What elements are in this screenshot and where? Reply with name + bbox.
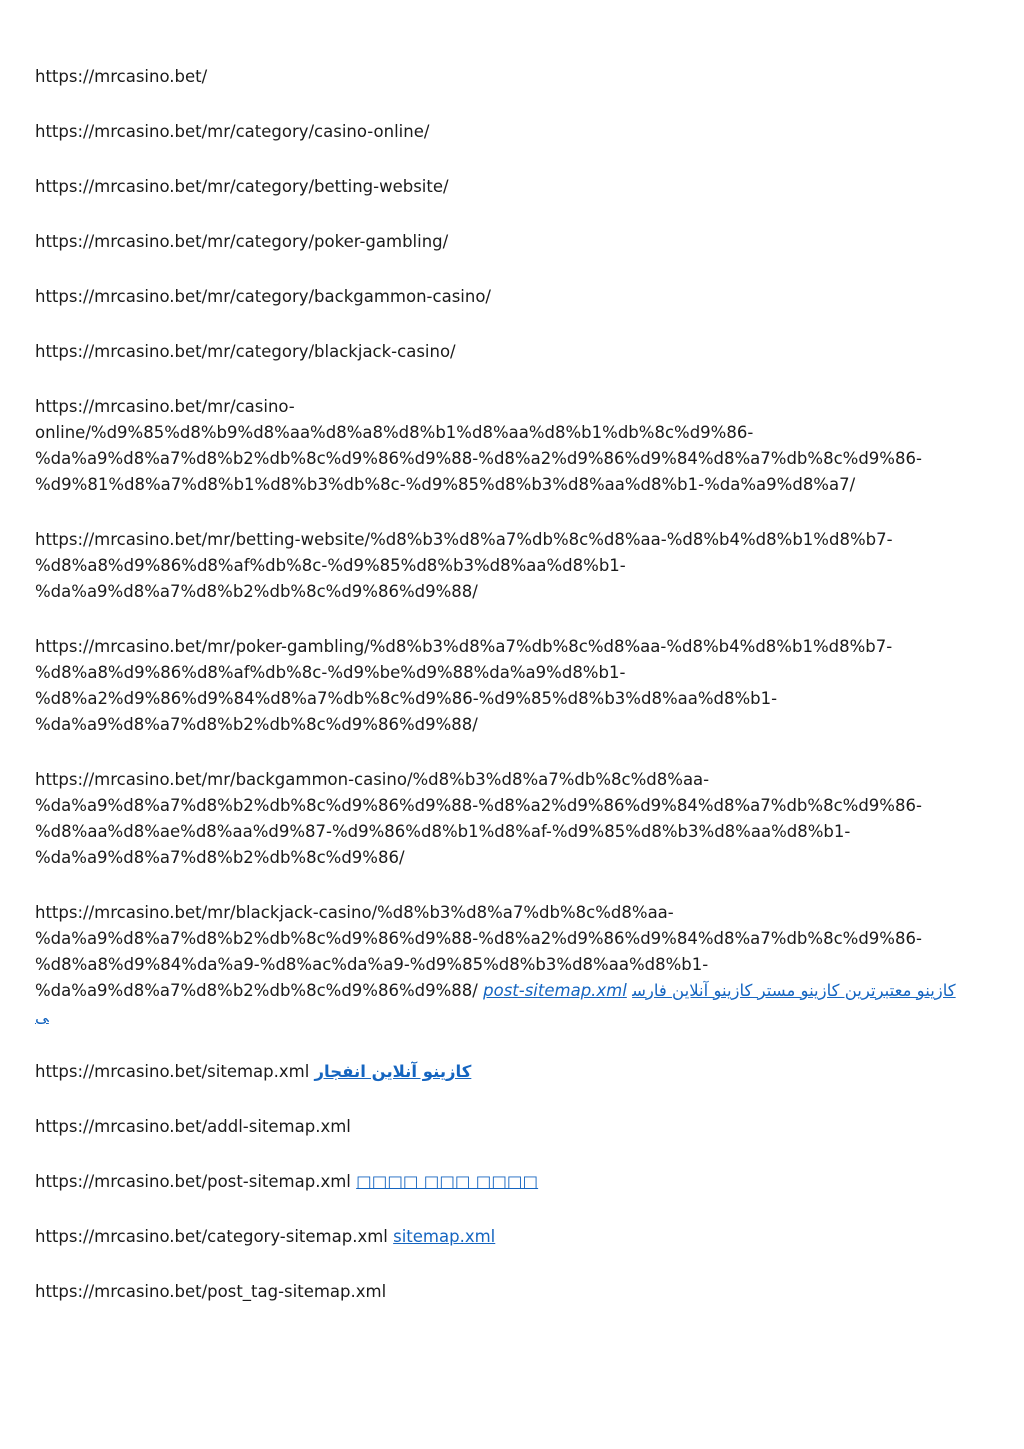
url-text: https://mrcasino.bet/mr/backgammon-casino/%d8%b3%d8%a7%db%8c%d8%aa- %da%a9%d8%a7%d8%b2%db%8c%d9%86%d9%88-%d8%a2%d9%86%d9%84%d8%a7%db%8c%d9%86- %d8%aa%d8%ae%d8%aa%d9%87-%d9%86%d8%b1%d8%af-%d9%85%d8%b3%d8%aa%d8%b1- %da%a9%d8%a7%d8%b2%db%8c%d9%86/ bbox=[35, 770, 922, 867]
url-text: https://mrcasino.bet/post_tag-sitemap.xml bbox=[35, 1282, 387, 1301]
url-text: https://mrcasino.bet/mr/blackjack-casino/%d8%b3%d8%a7%db%8c%d8%aa- %da%a9%d8%a7%d8%b2%db%8c%d9%86%d9%88-%d8%a2%d9%86%d9%84%d8%a7%db%8c%d9%86- %d8%a8%d9%84%da%a9-%d8%ac%da%a9-%d9%85%d8%b3%d8%aa%d8%b1- %da%a9%d8%a7%d8%b2%db%8c%d9%86%d9%88/ bbox=[35, 903, 922, 1000]
list-item bbox=[35, 284, 965, 310]
list-item bbox=[35, 900, 965, 1030]
list-item bbox=[35, 394, 965, 498]
crash-casino-link[interactable]: کازینو آنلاین انفجار bbox=[314, 1062, 472, 1081]
list-item bbox=[35, 1224, 965, 1250]
list-item bbox=[35, 634, 965, 738]
url-text: https://mrcasino.bet/mr/betting-website/%d8%b3%d8%a7%db%8c%d8%aa-%d8%b4%d8%b1%d8%b7- %d8%a8%d9%86%d8%af%db%8c-%d9%85%d8%b3%d8%aa%d8%b1- %da%a9%d8%a7%d8%b2%db%8c%d9%86%d9%88/ bbox=[35, 530, 893, 601]
list-item bbox=[35, 1059, 965, 1085]
post-sitemap-link[interactable]: post-sitemap.xml bbox=[483, 981, 627, 1000]
list-item bbox=[35, 339, 965, 365]
url-text: https://mrcasino.bet/mr/category/casino-online/ bbox=[35, 122, 430, 141]
list-item bbox=[35, 174, 965, 200]
missing-glyph-link[interactable]: □□□□ □□□ □□□□ bbox=[356, 1172, 539, 1191]
url-text: https://mrcasino.bet/mr/poker-gambling/%d8%b3%d8%a7%db%8c%d8%aa-%d8%b4%d8%b1%d8%b7- %d8%a8%d9%86%d8%af%db%8c-%d9%be%d9%88%da%a9%d8%b1- %d8%a2%d9%86%d9%84%d8%a7%db%8c%d9%86-%d9%85%d8%b3%d8%aa%d8%b1- %da%a9%d8%a7%d8%b2%db%8c%d9%86%d9%88/ bbox=[35, 637, 893, 734]
url-text: https://mrcasino.bet/mr/category/betting-website/ bbox=[35, 177, 449, 196]
list-item bbox=[35, 1169, 965, 1195]
list-item bbox=[35, 1114, 965, 1140]
list-item bbox=[35, 527, 965, 605]
url-text: https://mrcasino.bet/addl-sitemap.xml bbox=[35, 1117, 351, 1136]
url-text: https://mrcasino.bet/sitemap.xml bbox=[35, 1062, 310, 1081]
url-text: https://mrcasino.bet/mr/category/blackjack-casino/ bbox=[35, 342, 456, 361]
url-text: https://mrcasino.bet/mr/casino- online/%d9%85%d8%b9%d8%aa%d8%a8%d8%b1%d8%aa%d8%b1%db%8c%d9%86- %da%a9%d8%a7%d8%b2%db%8c%d9%86%d9%88-%d8%a2%d9%86%d9%84%d8%a7%db%8c%d9%86- %d9%81%d8%a7%d8%b1%d8%b3%db%8c-%d9%85%d8%b3%d8%aa%d8%b1-%da%a9%d8%a7/ bbox=[35, 397, 922, 494]
list-item bbox=[35, 1279, 965, 1305]
list-item bbox=[35, 767, 965, 871]
list-item bbox=[35, 119, 965, 145]
farsi-casino-link[interactable]: کازینو معتبرترین کازینو مستر کازینو آنلاین فارسی bbox=[35, 981, 956, 1026]
document-page bbox=[35, 64, 965, 1334]
url-text: https://mrcasino.bet/post-sitemap.xml bbox=[35, 1172, 351, 1191]
url-text: https://mrcasino.bet/mr/category/poker-gambling/ bbox=[35, 232, 449, 251]
list-item bbox=[35, 64, 965, 90]
list-item bbox=[35, 229, 965, 255]
url-text: https://mrcasino.bet/mr/category/backgammon-casino/ bbox=[35, 287, 491, 306]
url-text: https://mrcasino.bet/category-sitemap.xml bbox=[35, 1227, 388, 1246]
sitemap-link[interactable]: sitemap.xml bbox=[393, 1227, 496, 1246]
url-text: https://mrcasino.bet/ bbox=[35, 67, 208, 86]
